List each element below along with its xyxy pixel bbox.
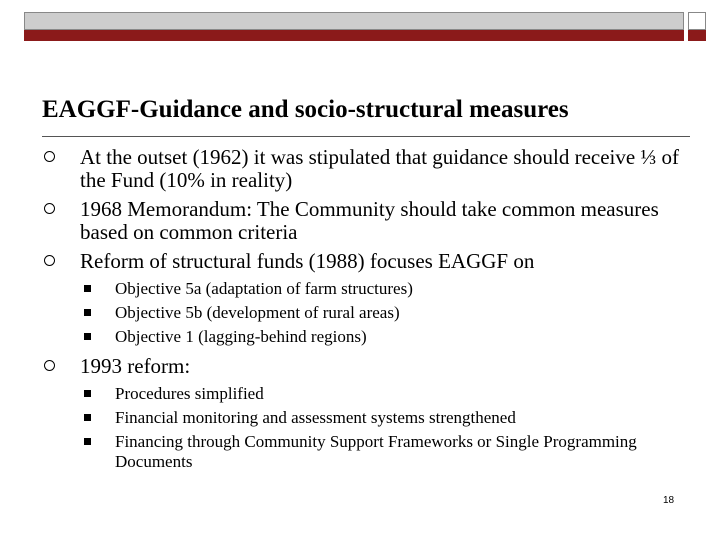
sub-bullet-item [42,303,692,323]
sub-bullet-item [42,327,692,347]
sub-bullet-item [42,279,692,299]
hollow-circle-bullet-icon [44,360,55,371]
square-bullet-icon [84,414,91,421]
sub-bullet-item [42,432,692,472]
corner-square-grey [688,12,706,30]
bullet-list [42,146,692,480]
sub-bullet-text: Objective 5a (adaptation of farm structures) [115,279,413,298]
bullet-text: 1968 Memorandum: The Community should take common measures based on common criteria [80,197,659,244]
header-bar-grey [24,12,684,30]
sub-bullet-text: Procedures simplified [115,384,264,403]
square-bullet-icon [84,285,91,292]
sub-bullet-item [42,408,692,428]
bullet-item [42,250,692,273]
bullet-item [42,355,692,378]
bullet-item [42,146,692,192]
hollow-circle-bullet-icon [44,255,55,266]
header-bar-red [24,30,684,41]
title-divider [42,136,690,137]
corner-square-red [688,30,706,41]
sub-bullet-text: Financial monitoring and assessment systems strengthened [115,408,516,427]
sub-bullet-list [42,384,692,472]
square-bullet-icon [84,438,91,445]
slide-title: EAGGF-Guidance and socio-structural measures [42,96,569,123]
hollow-circle-bullet-icon [44,151,55,162]
sub-bullet-text: Financing through Community Support Frameworks or Single Programming Documents [115,432,637,471]
square-bullet-icon [84,333,91,340]
sub-bullet-list [42,279,692,347]
bullet-item [42,198,692,244]
page-number: 18 [663,495,675,506]
sub-bullet-text: Objective 1 (lagging-behind regions) [115,327,367,346]
bullet-text: At the outset (1962) it was stipulated that guidance should receive ⅓ of the Fund (10% in reality) [80,145,679,192]
sub-bullet-item [42,384,692,404]
bullet-text: 1993 reform: [80,354,191,378]
square-bullet-icon [84,390,91,397]
sub-bullet-text: Objective 5b (development of rural areas) [115,303,400,322]
hollow-circle-bullet-icon [44,203,55,214]
bullet-text: Reform of structural funds (1988) focuses EAGGF on [80,249,535,273]
square-bullet-icon [84,309,91,316]
